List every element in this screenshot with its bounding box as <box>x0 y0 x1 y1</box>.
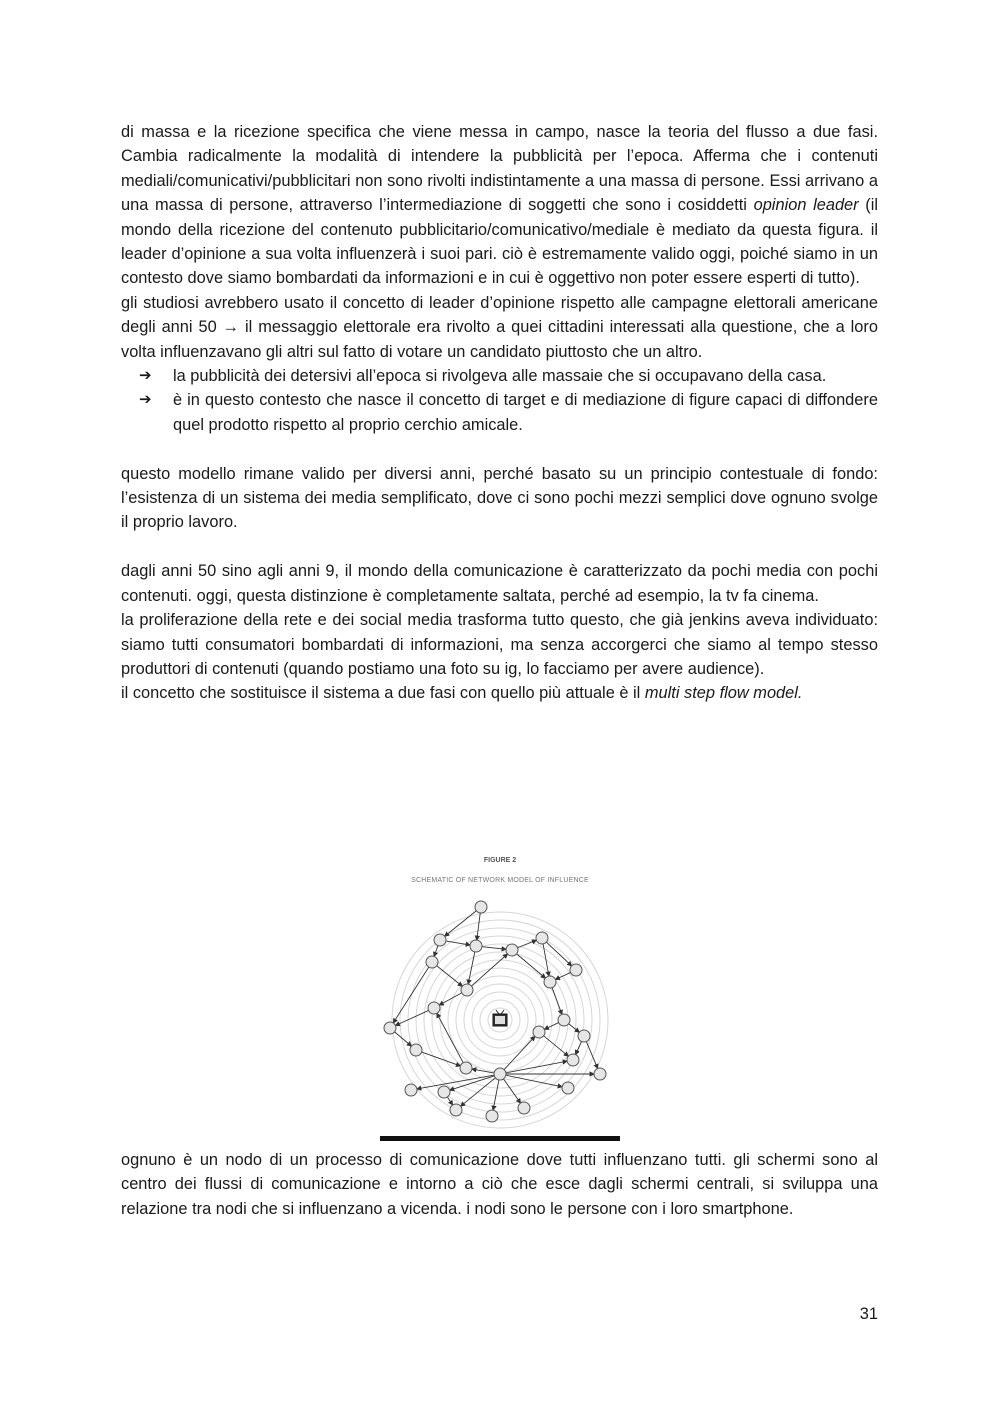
edge <box>468 951 475 984</box>
edge <box>493 1079 499 1110</box>
edge <box>505 1061 567 1073</box>
node <box>518 1102 530 1114</box>
node <box>428 1002 440 1014</box>
node <box>438 1086 450 1098</box>
edge <box>575 1041 581 1055</box>
edge <box>417 1075 495 1089</box>
node <box>494 1068 506 1080</box>
closing-text <box>121 1148 878 1221</box>
edge <box>461 1077 496 1106</box>
edge <box>481 947 506 950</box>
node <box>486 1110 498 1122</box>
node <box>384 1022 396 1034</box>
paragraph-two-step-flow: di massa e la ricezione specifica che viene messa in campo, nasce la teoria del flusso a due fasi. Cambia radicalmente la modalità di intendere la pubblicità per l’epoca. Afferma che i contenuti mediali/comunicativi/pubblicitari non sono rivolti indistintamente a una massa di persone. Essi arrivano a una massa di persone, attraverso l’intermediazione di soggetti che sono i cosiddetti opinion leader (il mondo della ricezione del contenuto pubblicitario/comunicativo/mediale è mediato da questa figura. il leader d’opinione a sua volta influenzerà i suoi pari. ciò è estremamente valido oggi, poiché siamo in un contesto dove siamo bombardati da informazioni e in cui è oggettivo non poter essere esperti di tutto). <box>121 123 879 288</box>
node <box>562 1082 574 1094</box>
figure-underline <box>380 1136 620 1141</box>
node <box>567 1054 579 1066</box>
edge <box>568 1023 579 1032</box>
node <box>450 1104 462 1116</box>
edge <box>552 987 562 1015</box>
figure-title: FIGURE 2 <box>483 857 517 864</box>
node <box>570 964 582 976</box>
node <box>578 1030 590 1042</box>
node <box>544 976 556 988</box>
node <box>434 934 446 946</box>
opinion-leader-term: opinion leader <box>753 196 859 215</box>
arrow-bullet-icon: ➔ <box>139 367 152 385</box>
node <box>533 1026 545 1038</box>
arrow-bullet-icon: ➔ <box>139 391 152 409</box>
paragraph-model-validity: questo modello rimane valido per diversi anni, perché basato su un principio contestuale di fondo: l’esistenza di un sistema dei media semplificato, dove ci sono pochi mezzi semplici dove ognuno svolge il proprio lavoro. <box>121 464 878 532</box>
edge <box>434 945 438 957</box>
television-icon <box>493 1010 507 1026</box>
paragraph-nodes: ognuno è un nodo di un processo di comunicazione dove tutti influenzano tutti. gli schermi sono al centro dei flussi di comunicazione e intorno a ciò che esce dagli schermi centrali, si sviluppa una relazione tra nodi che si influenzano a vicenda. i nodi sono le persone con i loro smartphone. <box>121 1151 878 1218</box>
edge <box>543 1035 569 1056</box>
edge <box>503 1078 521 1103</box>
node <box>426 956 438 968</box>
node <box>594 1068 606 1080</box>
paragraph-multi-step: il concetto che sostituisce il sistema a due fasi con quello più attuale è il multi step flow model. <box>121 684 803 703</box>
edge <box>503 1036 535 1070</box>
node <box>460 1062 472 1074</box>
network-figure <box>380 850 620 1142</box>
edge <box>543 943 549 976</box>
paragraph-elections: gli studiosi avrebbero usato il concetto di leader d’opinione rispetto alle campagne elettorali americane degli anni 50 → il messaggio elettorale era rivolto a quei cittadini interessati alla questione, che a loro volta influenzavano gli altri sul fatto di votare un candidato piuttosto che un altro. <box>121 293 878 361</box>
node <box>405 1084 417 1096</box>
main-text <box>121 120 878 706</box>
node <box>558 1014 570 1026</box>
node <box>470 940 482 952</box>
edge <box>436 965 462 986</box>
paragraph-media-history: dagli anni 50 sino agli anni 9, il mondo della comunicazione è caratterizzato da pochi media con pochi contenuti. oggi, questa distinzione è completamente saltata, perché ad esempio, la tv fa cinema. <box>121 562 878 605</box>
edge <box>586 1041 598 1069</box>
node <box>536 932 548 944</box>
page-number: 31 <box>859 1305 878 1323</box>
edge <box>505 1075 562 1087</box>
edge <box>471 954 508 987</box>
list-item: ➔ è in questo contesto che nasce il concetto di target e di mediazione di figure capaci di diffondere quel prodotto rispetto al proprio cerchio amicale. <box>121 388 878 437</box>
node <box>475 901 487 913</box>
multi-step-term: multi step flow model. <box>644 684 803 703</box>
paragraph-social-media: la proliferazione della rete e dei social media trasforma tutto questo, che già jenkins aveva individuato: siamo tutti consumatori bombardati di informazioni, ma senza accorgerci che siamo al tempo stesso produttori di contenuti (quando postiamo una foto su ig, lo facciamo per avere audience). <box>121 611 878 678</box>
node <box>410 1044 422 1056</box>
node <box>506 944 518 956</box>
edge <box>477 912 481 940</box>
node <box>461 984 473 996</box>
network-diagram <box>380 850 620 1142</box>
network-nodes <box>384 901 606 1122</box>
figure-subtitle: SCHEMATIC OF NETWORK MODEL OF INFLUENCE <box>411 877 589 884</box>
bullet-list <box>121 364 878 437</box>
edge <box>517 940 537 948</box>
list-item: ➔ la pubblicità dei detersivi all’epoca si rivolgeva alle massaie che si occupavano della casa. <box>121 364 878 388</box>
